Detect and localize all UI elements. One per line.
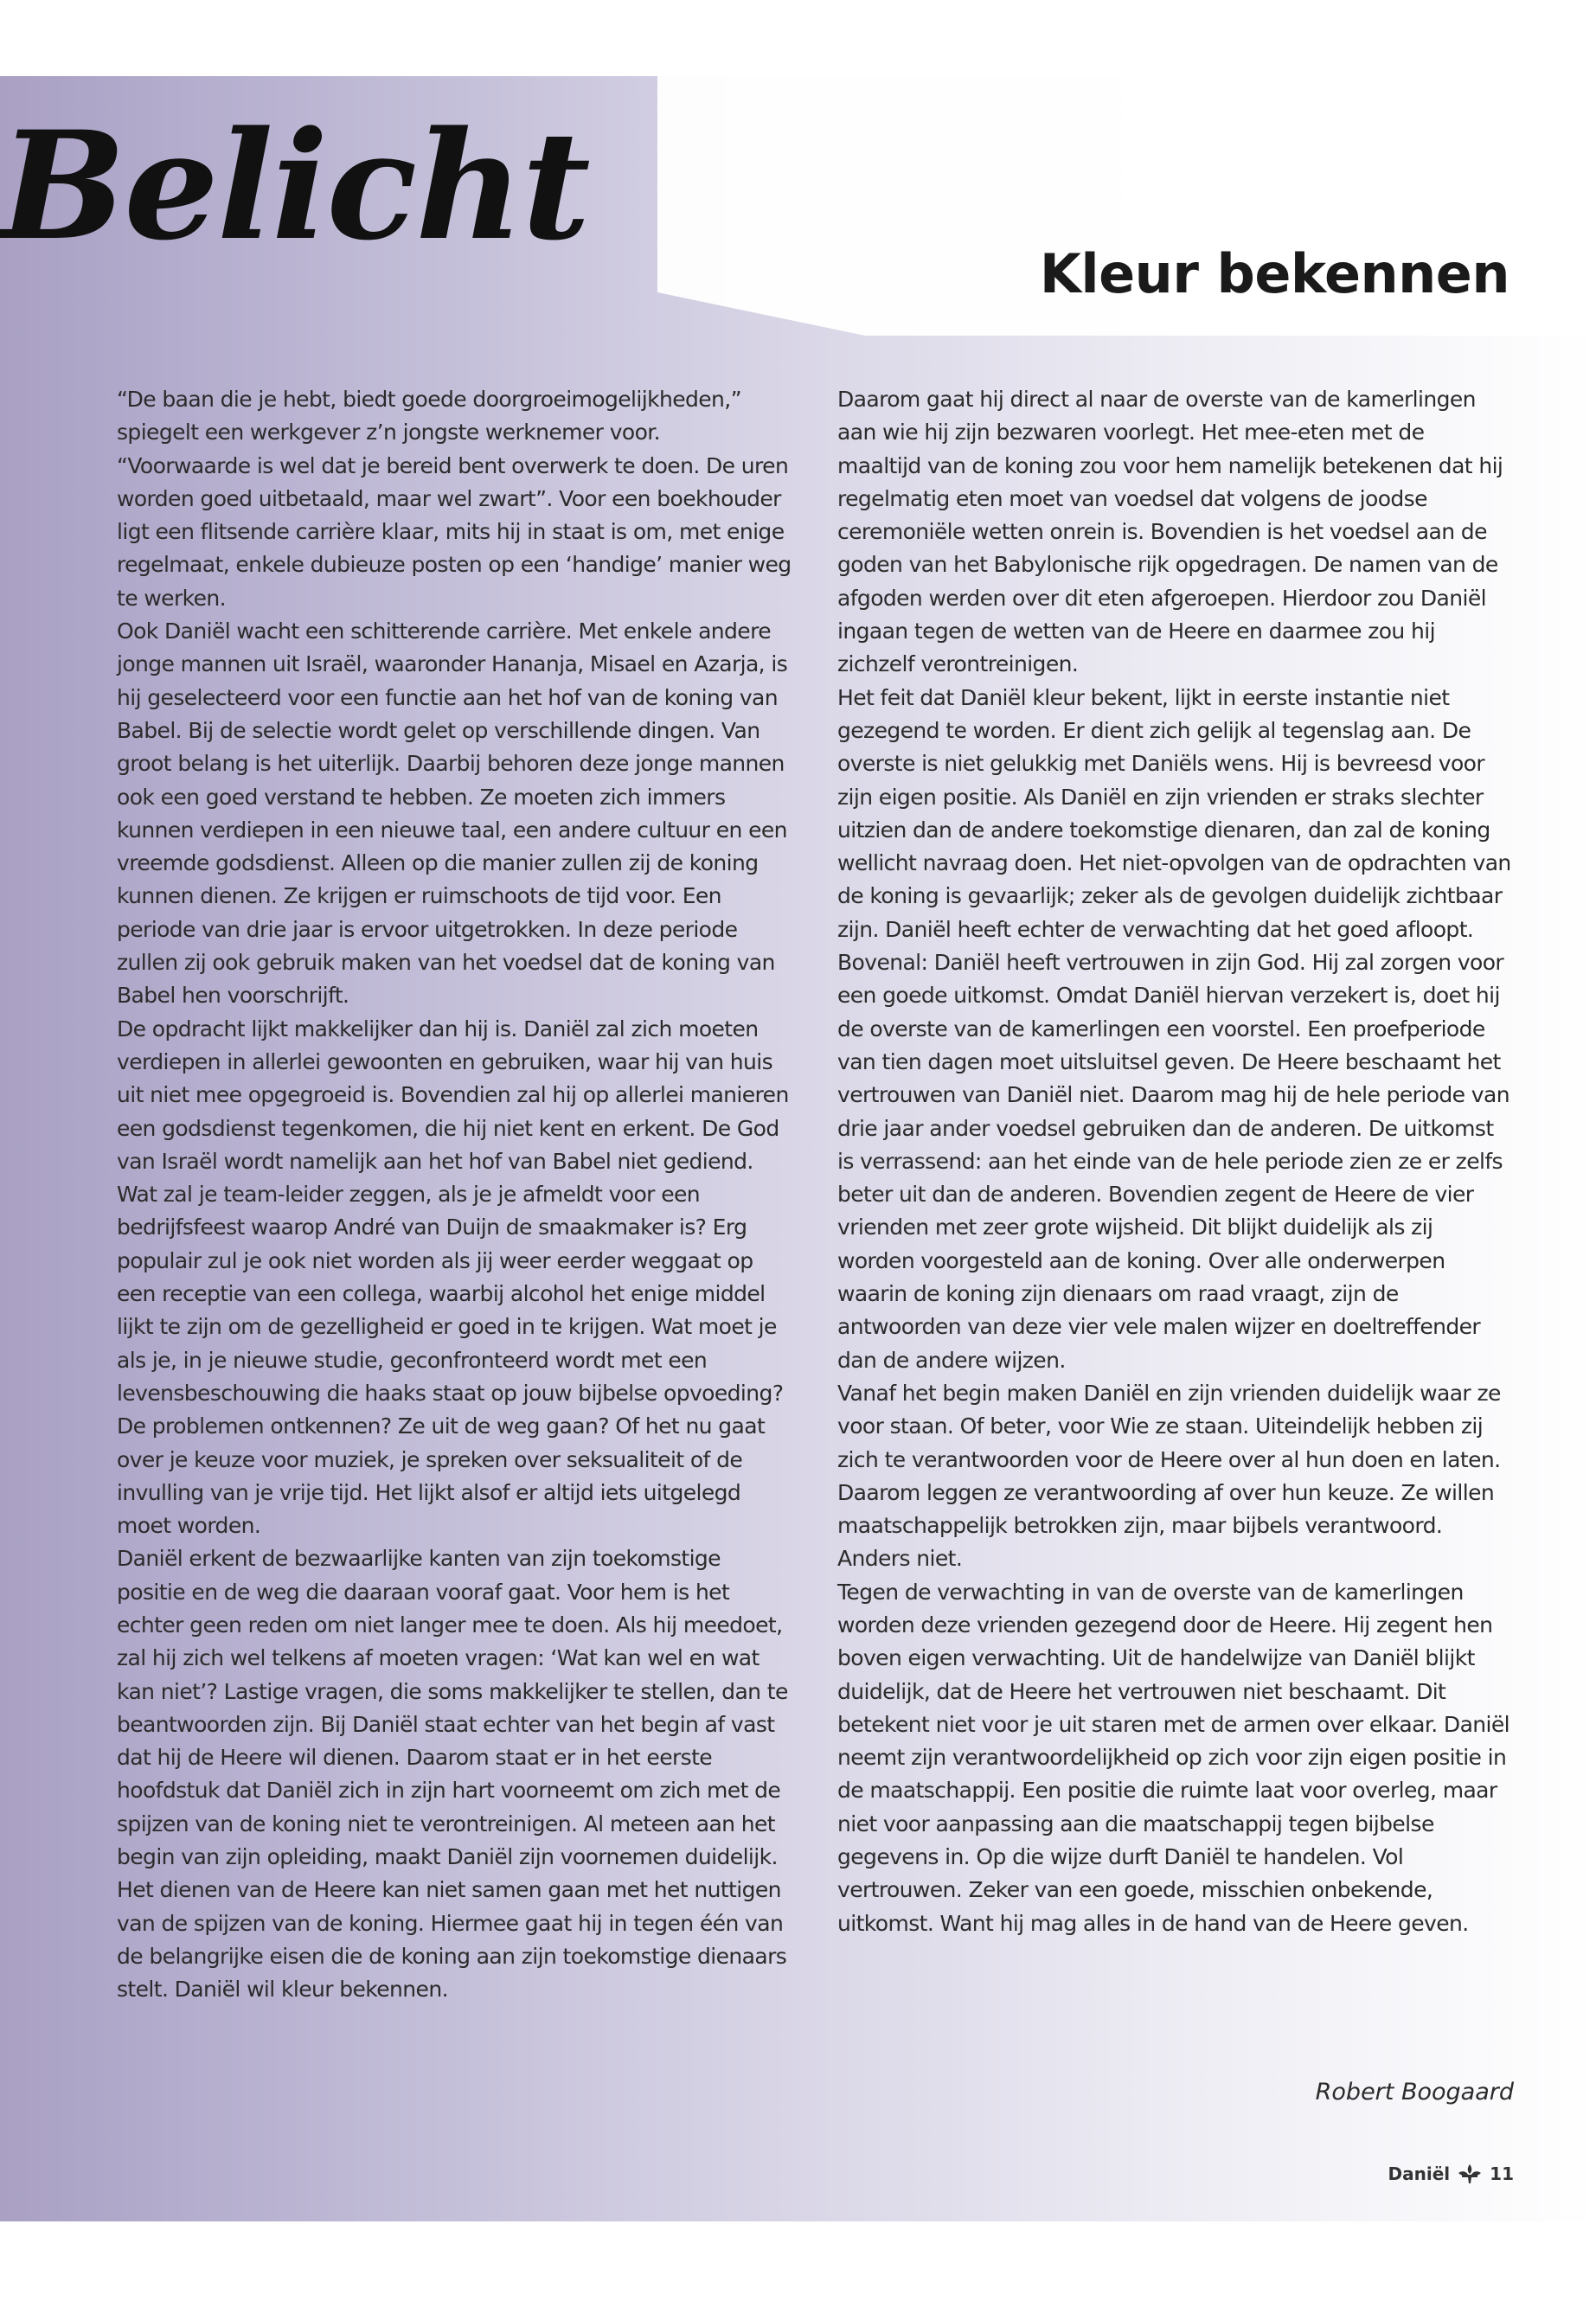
paragraph: Tegen de verwachting in van de overste van de kamerlingen worden deze vrienden gezegend door de Heere. Hij zegent hen boven eigen verwachting. Uit de handelwijze van Daniël blijkt duidelijk, dat de Heere het vertrouwen niet beschaamt. Dit betekent niet voor je uit staren met de armen over elkaar. Daniël neemt zijn verantwoordelijkheid op zich voor zijn eigen positie in de maatschappij. Een positie die ruimte laat voor overleg, maar niet voor aanpassing aan die maatschappij tegen bijbelse gegevens in. Op die wijze durft Daniël te handelen. Vol vertrouwen. Zeker van een goede, misschien onbekende, uitkomst. Want hij mag alles in de hand van de Heere geven. [837,1579,1510,1936]
masthead-logo [0,91,692,290]
page-footer [1388,2163,1514,2185]
paragraph: “De baan die je hebt, biedt goede doorgroeimogelijkheden,” spiegelt een werkgever z’n jongste werknemer voor. “Voorwaarde is wel dat je bereid bent overwerk te doen. De uren worden goed uitbetaald, maar wel zwart”. Voor een boekhouder ligt een flitsende carrière klaar, mits hij in staat is om, met enige regelmaat, enkele dubieuze posten op een ‘handige’ manier weg te werken. [117,387,792,611]
paragraph: Daarom gaat hij direct al naar de overste van de kamerlingen aan wie hij zijn bezwaren voorlegt. Het mee-eten met de maaltijd van de koning zou voor hem namelijk betekenen dat hij regelmatig eten moet van voedsel dat volgens de joodse ceremoniële wetten onrein is. Bovendien is het voedsel aan de goden van het Babylonische rijk opgedragen. De namen van de afgoden werden over dit eten afgeroepen. Hierdoor zou Daniël ingaan tegen de wetten van de Heere en daarmee zou hij zichzelf verontreinigen. [837,387,1503,677]
article-headline: Kleur bekennen [1039,242,1509,305]
paragraph: Ook Daniël wacht een schitterende carrière. Met enkele andere jonge mannen uit Israël, waaronder Hananja, Misael en Azarja, is hij geselecteerd voor een functie aan het hof van de koning van Babel. Bij de selectie wordt gelet op verschillende dingen. Van groot belang is het uiterlijk. Daarbij behoren deze jonge mannen ook een goed verstand te hebben. Ze moeten zich immers kunnen verdiepen in een nieuwe taal, een andere cultuur en een vreemde godsdienst. Alleen op die manier zullen zij de koning kunnen dienen. Ze krijgen er ruimschoots de tijd voor. Een periode van drie jaar is ervoor uitgetrokken. In deze periode zullen zij ook gebruik maken van het voedsel dat de koning van Babel hen voorschrijft. [117,619,788,1009]
publication-name: Daniël [1388,2163,1451,2184]
masthead-title: Belicht [0,98,589,273]
paragraph: De opdracht lijkt makkelijker dan hij is. Daniël zal zich moeten verdiepen in allerlei gewoonten en gebruiken, waar hij van huis uit niet mee opgegroeid is. Bovendien zal hij op allerlei manieren een godsdienst tegenkomen, die hij niet kent en erkent. De God van Israël wordt namelijk aan het hof van Babel niet gediend. [117,1016,789,1174]
article-column-left [117,383,792,2007]
page-number: 11 [1490,2163,1514,2184]
paragraph: Wat zal je team-leider zeggen, als je je afmeldt voor een bedrijfsfeest waarop André van Duijn de smaakmaker is? Erg populair zul je ook niet worden als jij weer eerder weggaat op een receptie van een collega, waarbij alcohol het enige middel lijkt te zijn om de gezelligheid er goed in te krijgen. Wat moet je als je, in je nieuwe studie, geconfronteerd wordt met een levensbeschouwing die haaks staat op jouw bijbelse opvoeding? De problemen ontkennen? Ze uit de weg gaan? Of het nu gaat over je keuze voor muziek, je spreken over seksualiteit of de invulling van je vrije tijd. Het lijkt alsof er altijd iets uitgelegd moet worden. [117,1182,784,1539]
article-column-right [837,383,1512,1940]
paragraph: Vanaf het begin maken Daniël en zijn vrienden duidelijk waar ze voor staan. Of beter, voor Wie ze staan. Uiteindelijk hebben zij zich te verantwoorden voor de Heere over al hun doen en laten. Daarom leggen ze verantwoording af over hun keuze. Ze willen maatschappelijk betrokken zijn, maar bijbels verantwoord. Anders niet. [837,1380,1501,1572]
fleur-de-lis-icon [1457,2163,1483,2185]
article-author: Robert Boogaard [1315,2079,1514,2106]
paragraph: Daniël erkent de bezwaarlijke kanten van zijn toekomstige positie en de weg die daaraan vooraf gaat. Voor hem is het echter geen reden om niet langer mee te doen. Als hij meedoet, zal hij zich wel telkens af moeten vragen: ‘Wat kan wel en wat kan niet’? Lastige vragen, die soms makkelijker te stellen, dan te beantwoorden zijn. Bij Daniël staat echter van het begin af vast dat hij de Heere wil dienen. Daarom staat er in het eerste hoofdstuk dat Daniël zich in zijn hart voorneemt om zich met de spijzen van de koning niet te verontreinigen. Al meteen aan het begin van zijn opleiding, maakt Daniël zijn voornemen duidelijk. Het dienen van de Heere kan niet samen gaan met het nuttigen van de spijzen van de koning. Hiermee gaat hij in tegen één van de belangrijke eisen die de koning aan zijn toekomstige dienaars stelt. Daniël wil kleur bekennen. [117,1546,788,2003]
paragraph: Het feit dat Daniël kleur bekent, lijkt in eerste instantie niet gezegend te worden. Er dient zich gelijk al tegenslag aan. De overste is niet gelukkig met Daniëls wens. Hij is bevreesd voor zijn eigen positie. Als Daniël en zijn vrienden er straks slechter uitzien dan de andere toekomstige dienaren, dan zal de koning wellicht navraag doen. Het niet-opvolgen van de opdrachten van de koning is gevaarlijk; zeker als de gevolgen duidelijk zichtbaar zijn. Daniël heeft echter de verwachting dat het goed afloopt. Bovenal: Daniël heeft vertrouwen in zijn God. Hij zal zorgen voor een goede uitkomst. Omdat Daniël hiervan verzekert is, doet hij de overste van de kamerlingen een voorstel. Een proefperiode van tien dagen moet uitsluitsel geven. De Heere beschaamt het vertrouwen van Daniël niet. Daarom mag hij de hele periode van drie jaar ander voedsel gebruiken dan de anderen. De uitkomst is verrassend: aan het einde van de hele periode zien ze er zelfs beter uit dan de anderen. Bovendien zegent de Heere de vier vrienden met zeer grote wijsheid. Dit blijkt duidelijk als zij worden voorgesteld aan de koning. Over alle onderwerpen waarin de koning zijn dienaars om raad vraagt, zijn de antwoorden van deze vier vele malen wijzer en doeltreffender dan de andere wijzen. [837,684,1511,1373]
